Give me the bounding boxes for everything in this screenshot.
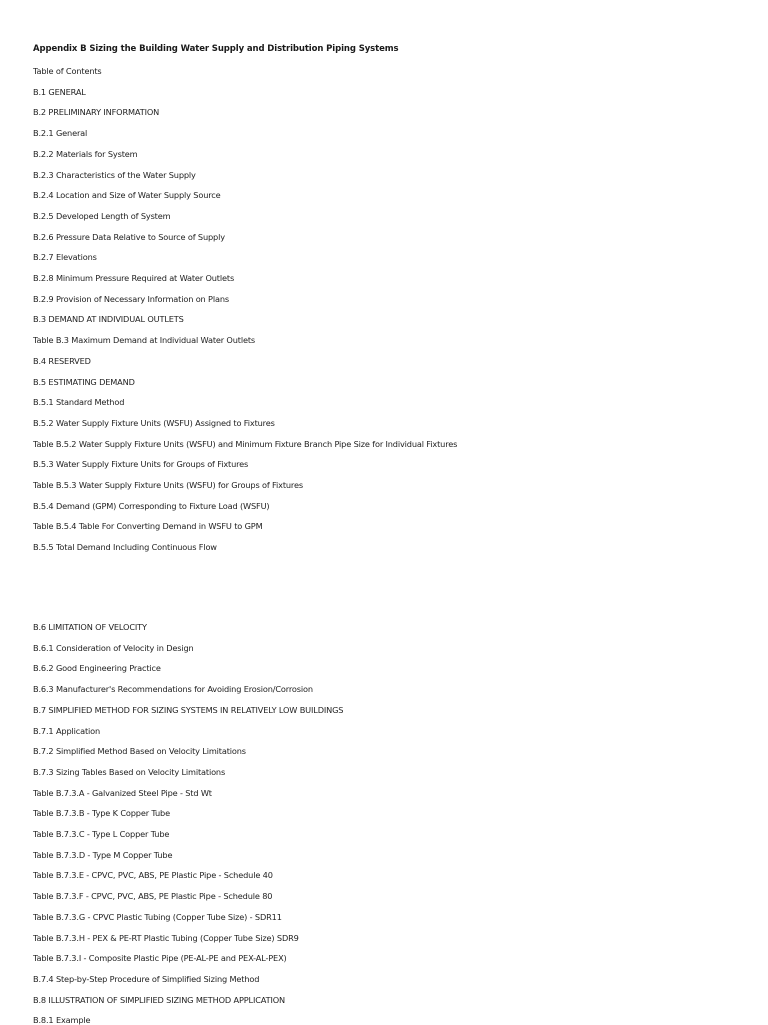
toc-entry: B.6.1 Consideration of Velocity in Design	[33, 642, 194, 653]
toc-entry: B.7.3 Sizing Tables Based on Velocity Limitations	[33, 766, 226, 777]
toc-entry: B.2.8 Minimum Pressure Required at Water Outlets	[33, 273, 235, 283]
toc-entry: Table of Contents	[33, 66, 102, 76]
toc-entry: B.8.1 Example	[33, 1015, 91, 1025]
toc-entry: B.2.2 Materials for System	[33, 148, 138, 159]
toc-entry: Table B.7.3.H - PEX & PE-RT Plastic Tubing (Copper Tube Size) SDR9	[33, 932, 299, 943]
toc-entry: B.2 PRELIMINARY INFORMATION	[33, 107, 160, 118]
toc-entry: B.2.5 Developed Length of System	[33, 210, 171, 221]
toc-entry: Table B.7.3.E - CPVC, PVC, ABS, PE Plastic Pipe - Schedule 40	[33, 870, 273, 881]
toc-entry: B.5 ESTIMATING DEMAND	[33, 376, 135, 387]
toc-entry: B.5.1 Standard Method	[33, 397, 125, 408]
toc-entry: B.8 ILLUSTRATION OF SIMPLIFIED SIZING METHOD APPLICATION	[33, 994, 285, 1005]
toc-entry: B.5.4 Demand (GPM) Corresponding to Fixture Load (WSFU)	[33, 500, 270, 511]
toc-entry: Table B.5.4 Table For Converting Demand in WSFU to GPM	[33, 521, 263, 532]
toc-entry: Table B.5.3 Water Supply Fixture Units (WSFU) for Groups of Fixtures	[33, 480, 303, 490]
toc-entry: Table B.7.3.I - Composite Plastic Pipe (PE-AL-PE and PEX-AL-PEX)	[33, 953, 287, 964]
toc-entry: Table B.7.3.B - Type K Copper Tube	[33, 808, 170, 819]
toc-entry: B.2.7 Elevations	[33, 252, 97, 263]
toc-entry: B.7.2 Simplified Method Based on Velocity Limitations	[33, 746, 246, 757]
toc-entry: B.3 DEMAND AT INDIVIDUAL OUTLETS	[33, 314, 184, 325]
toc-entry: Table B.7.3.F - CPVC, PVC, ABS, PE Plastic Pipe - Schedule 80	[33, 891, 273, 902]
toc-entry: Table B.7.3.C - Type L Copper Tube	[33, 829, 170, 839]
toc-entry: B.6 LIMITATION OF VELOCITY	[33, 622, 147, 632]
document-title: Appendix B Sizing the Building Water Supply and Distribution Piping Systems	[33, 44, 399, 54]
toc-entry: B.2.9 Provision of Necessary Information on Plans	[33, 293, 229, 304]
toc-entry: B.5.3 Water Supply Fixture Units for Groups of Fixtures	[33, 459, 249, 470]
toc-entry: B.7.4 Step-by-Step Procedure of Simplified Sizing Method	[33, 973, 260, 984]
toc-entry: Table B.7.3.G - CPVC Plastic Tubing (Copper Tube Size) - SDR11	[33, 911, 282, 922]
toc-entry: B.5.2 Water Supply Fixture Units (WSFU) Assigned to Fixtures	[33, 417, 275, 428]
toc-entry: Table B.3 Maximum Demand at Individual Water Outlets	[33, 335, 256, 346]
toc-entry: B.2.1 General	[33, 128, 88, 139]
toc-entry: B.5.5 Total Demand Including Continuous Flow	[33, 542, 217, 553]
toc-entry: Table B.7.3.D - Type M Copper Tube	[33, 849, 173, 860]
toc-entry: B.6.2 Good Engineering Practice	[33, 663, 161, 674]
toc-entry: B.1 GENERAL	[33, 86, 86, 97]
toc-entry: B.4 RESERVED	[33, 355, 91, 366]
toc-entry: B.7 SIMPLIFIED METHOD FOR SIZING SYSTEMS IN RELATIVELY LOW BUILDINGS	[33, 704, 344, 715]
toc-entry: B.7.1 Application	[33, 725, 101, 736]
toc-entry: B.2.6 Pressure Data Relative to Source of Supply	[33, 231, 225, 242]
toc-entry: B.2.4 Location and Size of Water Supply Source	[33, 190, 221, 201]
toc-entry: B.2.3 Characteristics of the Water Supply	[33, 169, 196, 180]
toc-entry: Table B.5.2 Water Supply Fixture Units (WSFU) and Minimum Fixture Branch Pipe Size for Individual Fixtures	[33, 438, 458, 449]
toc-entry: B.6.3 Manufacturer's Recommendations for Avoiding Erosion/Corrosion	[33, 684, 313, 695]
toc-entry: Table B.7.3.A - Galvanized Steel Pipe - Std Wt	[33, 787, 212, 798]
